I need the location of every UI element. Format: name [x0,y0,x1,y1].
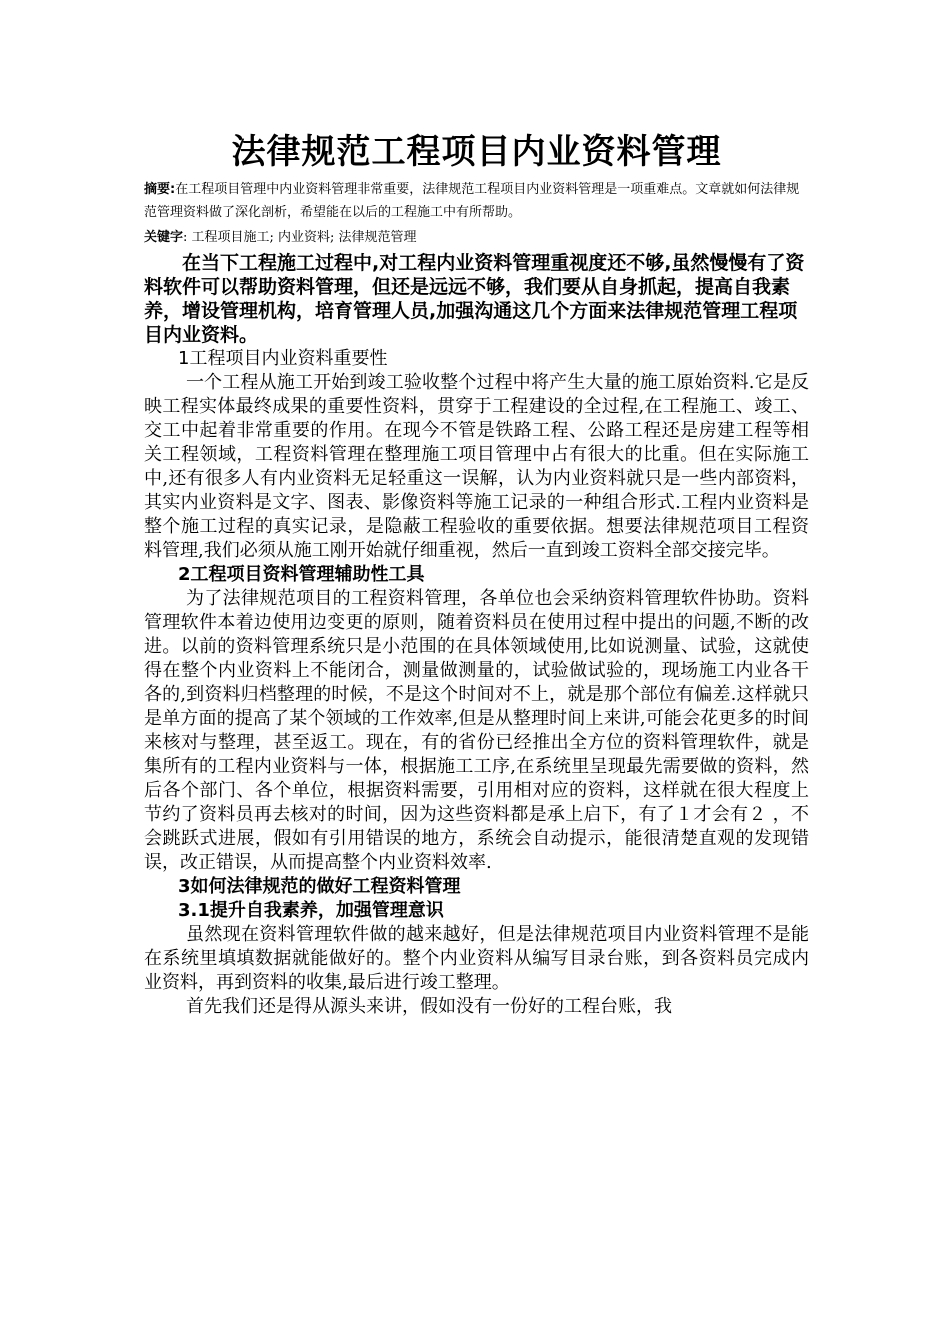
section-2-paragraph-1: 为了法律规范项目的工程资料管理，各单位也会采纳资料管理软件协助。资料管理软件本着边使用边变更的原则，随着资料员在使用过程中提出的问题,不断的改进。以前的资料管理系统只是小范围的在具体领域使用,比如说测量、试验，这就使得在整个内业资料上不能闭合，测量做测量的，试验做试验的，现场施工内业各干各的,到资料归档整理的时候，不是这个时间对不上，就是那个部位有偏差.这样就只是单方面的提高了某个领域的工作效率,但是从整理时间上来讲,可能会花更多的时间来核对与整理，甚至返工。现在，有的省份已经推出全方位的资料管理软件，就是集所有的工程内业资料与一体，根据施工工序,在系统里呈现最先需要做的资料，然后各个部门、各个单位，根据资料需要，引用相对应的资料，这样就在很大程度上节约了资料员再去核对的时间，因为这些资料都是承上启下，有了１才会有２ ，不会跳跃式进展，假如有引用错误的地方，系统会自动提示，能很清楚直观的发现错误，改正错误，从而提高整个内业资料效率. [144,588,809,873]
document-page [144,128,809,1019]
keywords-label: 关键字 [144,230,184,245]
section-3-paragraph-1: 虽然现在资料管理软件做的越来越好，但是法律规范项目内业资料管理不是能在系统里填填数据就能做好的。整个内业资料从编写目录台账，到各资料员完成内业资料，再到资料的收集,最后进行竣工整理。 [144,924,809,993]
subsection-heading-3-1: 3.1提升自我素养，加强管理意识 [178,900,444,921]
section-heading-1: 1工程项目内业资料重要性 [178,348,388,369]
intro-paragraph: 在当下工程施工过程中,对工程内业资料管理重视度还不够,虽然慢慢有了资料软件可以帮助资料管理，但还是远远不够，我们要从自身抓起，提高自我素养，增设管理机构，培育管理人员,加强沟通这几个方面来法律规范管理工程项目内业资料。 [144,252,805,346]
abstract-label: 摘要: [144,182,176,197]
abstract-text: 在工程项目管理中内业资料管理非常重要，法律规范工程项目内业资料管理是一项重难点。文章就如何法律规范管理资料做了深化剖析，希望能在以后的工程施工中有所帮助。 [144,182,800,220]
section-1-paragraph-1: 一个工程从施工开始到竣工验收整个过程中将产生大量的施工原始资料.它是反映工程实体最终成果的重要性资料，贯穿于工程建设的全过程,在工程施工、竣工、交工中起着非常重要的作用。在现今不管是铁路工程、公路工程还是房建工程等相关工程领域，工程资料管理在整理施工项目管理中占有很大的比重。但在实际施工中,还有很多人有内业资料无足轻重这一误解，认为内业资料就只是一些内部资料，其实内业资料是文字、图表、影像资料等施工记录的一种组合形式.工程内业资料是整个施工过程的真实记录，是隐蔽工程验收的重要依据。想要法律规范项目工程资料管理,我们必须从施工刚开始就仔细重视，然后一直到竣工资料全部交接完毕。 [144,372,809,561]
section-heading-2: 2工程项目资料管理辅助性工具 [178,564,425,585]
section-3-paragraph-2: 首先我们还是得从源头来讲，假如没有一份好的工程台账，我 [186,996,672,1017]
abstract [144,178,809,224]
section-heading-3: 3如何法律规范的做好工程资料管理 [178,876,461,897]
keywords-text: : 工程项目施工; 内业资料; 法律规范管理 [183,230,417,245]
keywords [144,226,809,249]
document-title: 法律规范工程项目内业资料管理 [231,132,722,172]
